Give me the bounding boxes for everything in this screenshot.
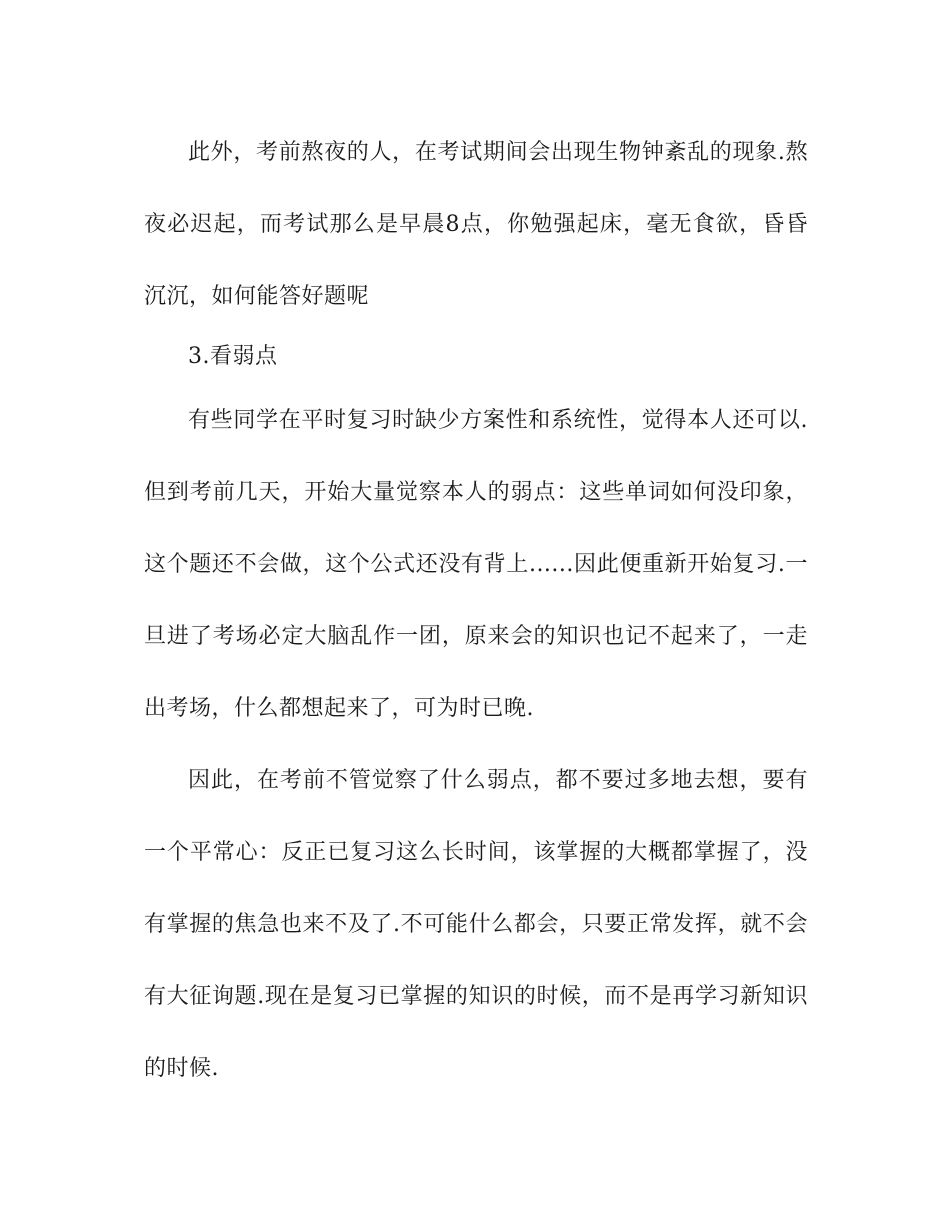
document-body — [144, 117, 808, 1105]
section-heading-weak-points: 3.看弱点 — [188, 344, 278, 369]
paragraph-calm-mindset: 因此，在考前不管觉察了什么弱点，都不要过多地去想，要有一个平常心：反正已复习这么长时间，该掌握的大概都掌握了，没有掌握的焦急也来不及了.不可能什么都会，只要正常发挥，就不会有大征询题.现在是复习已掌握的知识的时候，而不是再学习新知识的时候. — [144, 768, 808, 1081]
paragraph-weak-points: 有些同学在平时复习时缺少方案性和系统性，觉得本人还可以.但到考前几天，开始大量觉察本人的弱点：这些单词如何没印象，这个题还不会做，这个公式还没有背上......因此便重新开始复习.一旦进了考场必定大脑乱作一团，原来会的知识也记不起来了，一走出考场，什么都想起来了，可为时已晚. — [144, 408, 808, 721]
paragraph-sleep-schedule: 此外，考前熬夜的人，在考试期间会出现生物钟紊乱的现象.熬夜必迟起，而考试那么是早晨8点，你勉强起床，毫无食欲，昏昏沉沉，如何能答好题呢 — [144, 140, 808, 309]
